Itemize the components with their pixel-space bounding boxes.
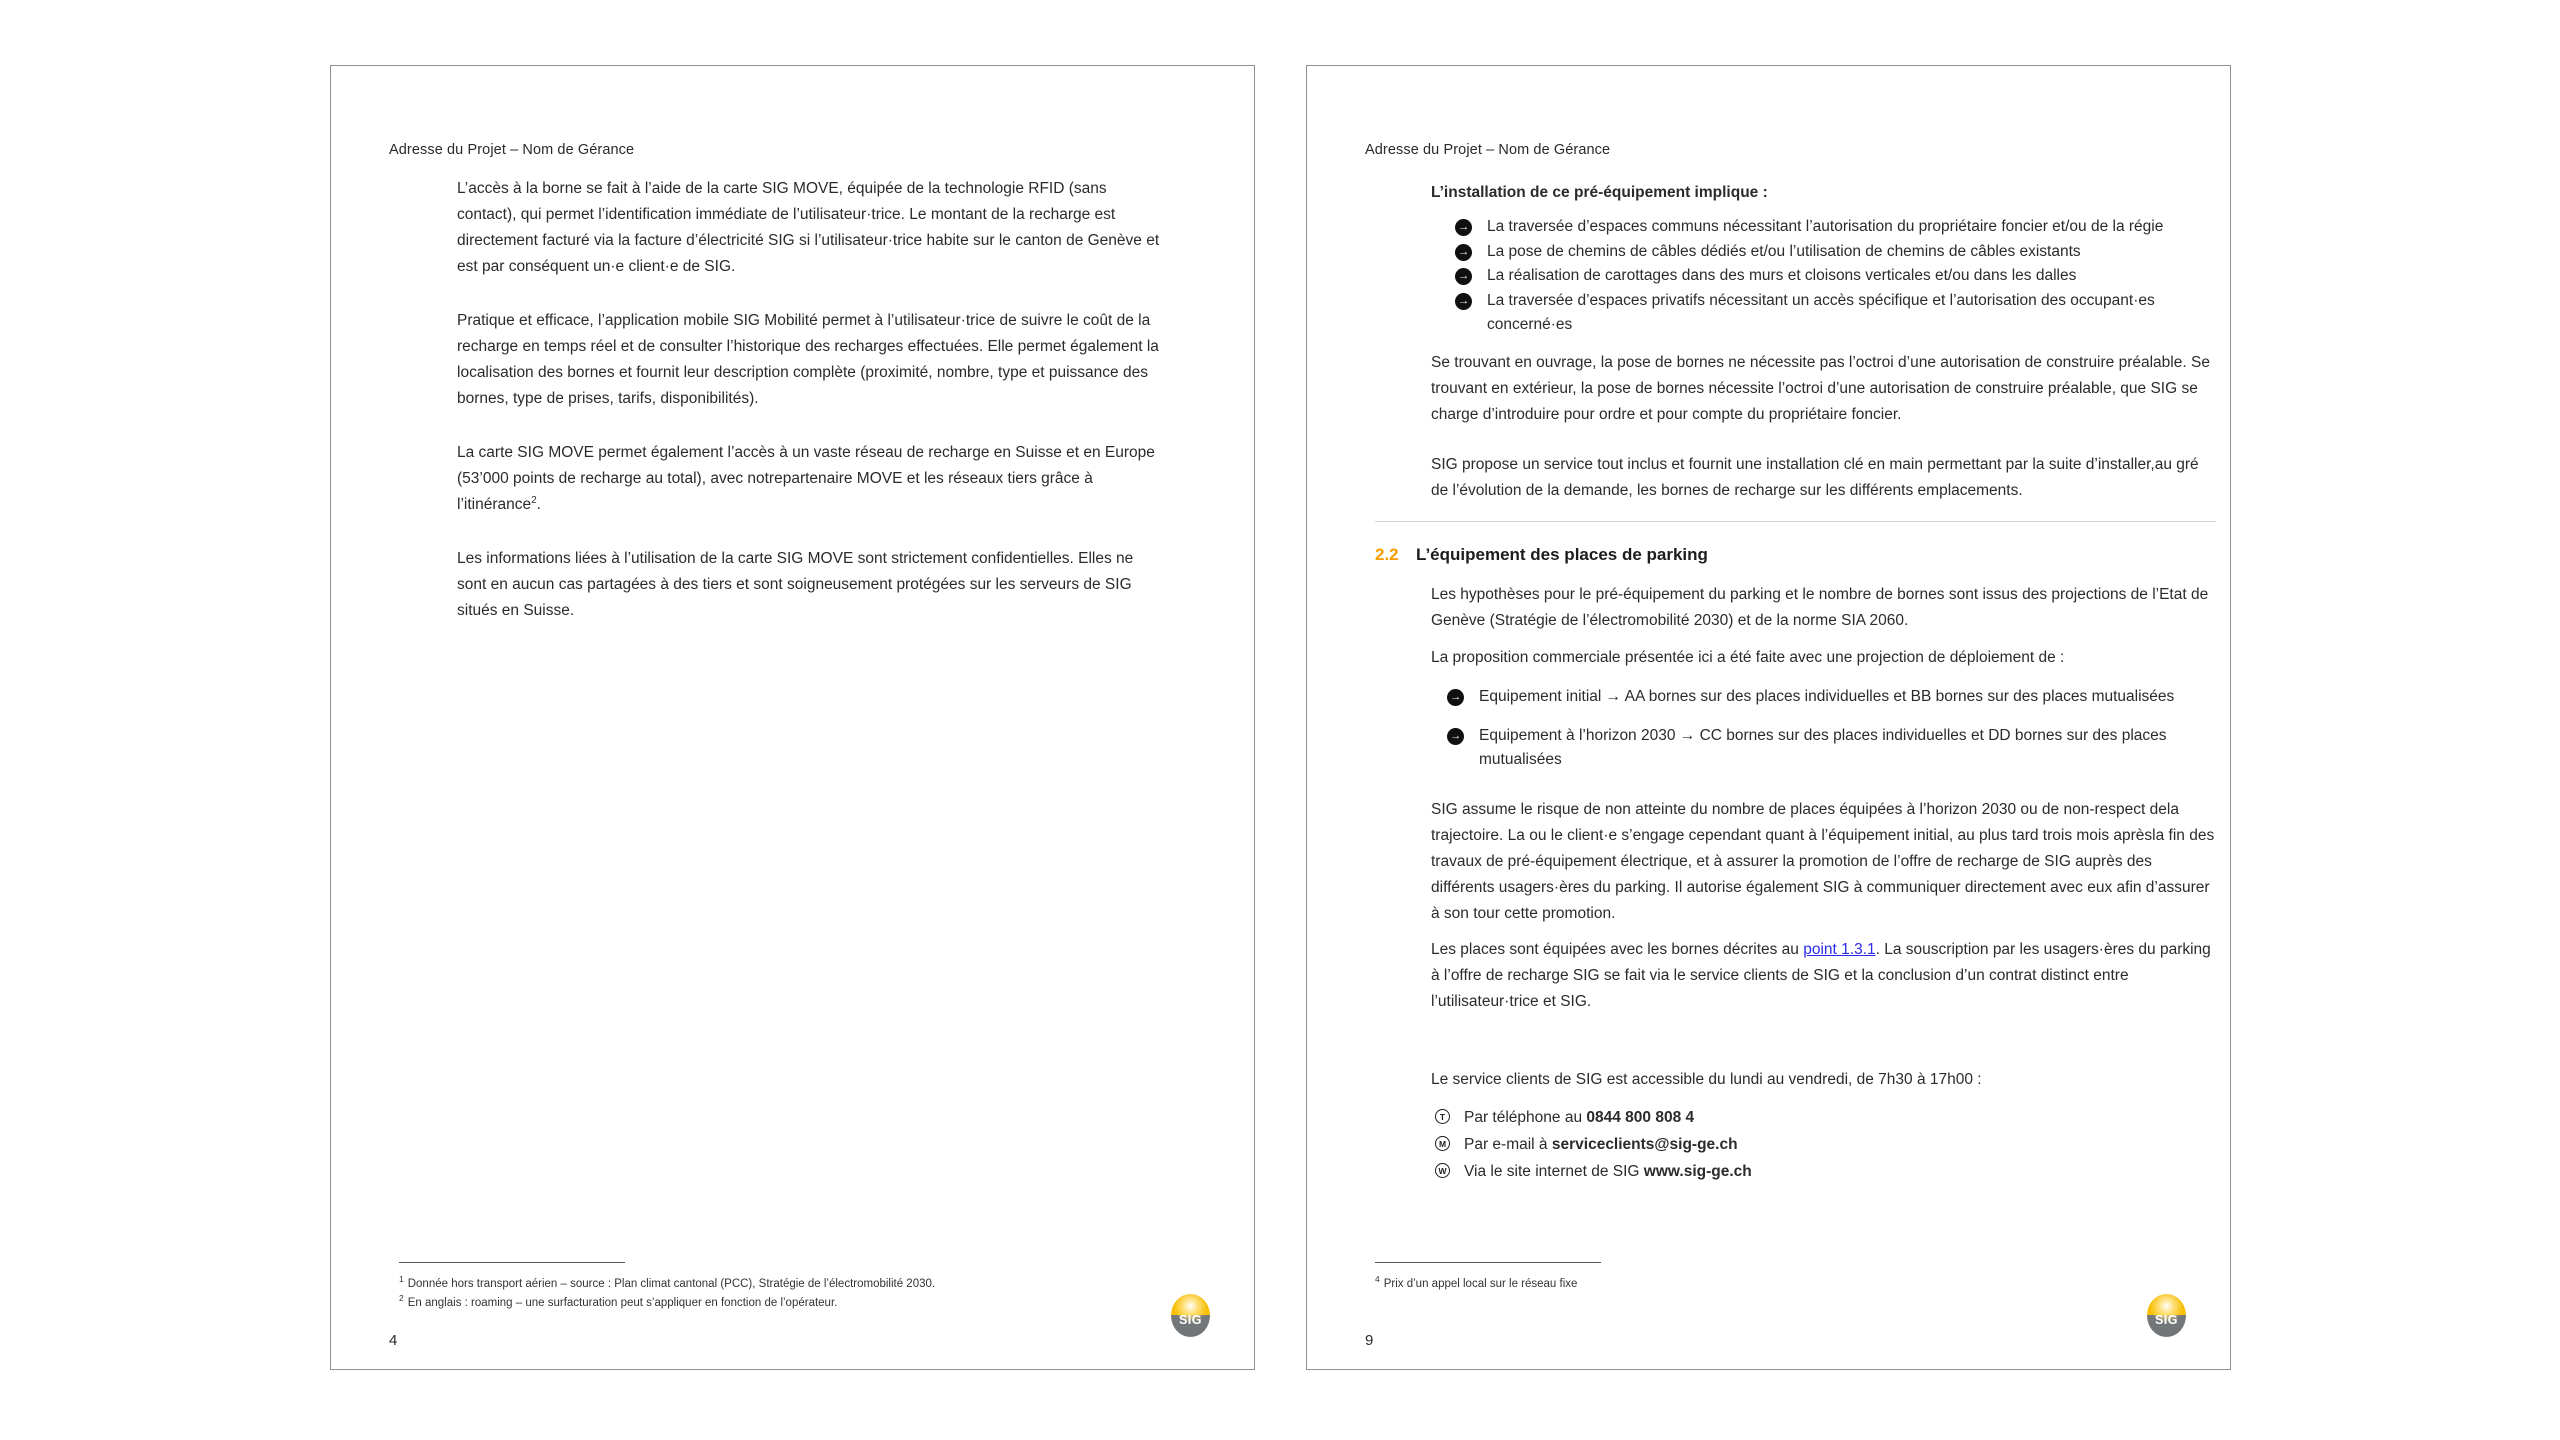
arrow-bullet-icon: → [1455,293,1472,310]
contact-web-row [1431,1158,2219,1185]
list-item [1431,215,2219,240]
footnote-separator [399,1262,625,1263]
link-point-1-3-1[interactable]: point 1.3.1 [1803,940,1876,958]
running-header: Adresse du Projet – Nom de Gérance [389,142,635,158]
contact-text [1464,1158,1752,1185]
paragraph: Les informations liées à l’utilisation de la carte SIG MOVE sont strictement confidentielles. Elles ne sont en aucun cas partagées à des tiers et sont soigneusement protégées sur les serveurs de SIG situés en Suisse. [457,550,1134,619]
paragraph-text: Les places sont équipées avec les bornes décrites au [1431,940,1804,958]
contact-label: Via le site internet de SIG [1464,1162,1644,1180]
arrow-bullet-icon: → [1455,244,1472,261]
deployment-list-item [1431,724,2219,773]
section-number: 2.2 [1375,545,1399,564]
paragraph: Le service clients de SIG est accessible du lundi au vendredi, de 7h30 à 17h00 : [1431,1070,1982,1088]
list-item-text: La réalisation de carottages dans des murs et cloisons verticales et/ou dans les dalles [1487,267,2077,284]
footnote-4 [1375,1275,1601,1294]
footnote-separator [1375,1262,1601,1263]
arrow-bullet-icon: → [1447,689,1464,706]
section-heading [1375,542,2219,568]
paragraph [1431,937,2219,1015]
contact-email-row [1431,1131,2219,1158]
footnote-marker: 4 [1375,1274,1380,1285]
contact-text [1464,1131,1738,1158]
list-item-text: La traversée d’espaces privatifs nécessitant un accès spécifique et l’autorisation des occupant·es concerné·es [1487,291,2155,333]
arrow-bullet-icon: → [1455,268,1472,285]
arrow-bullet-icon: → [1447,728,1464,745]
deployment-list-item [1431,685,2219,710]
sig-logo-text: SIG [1178,1313,1203,1327]
sig-logo-icon [2147,1294,2186,1337]
paragraph: L’accès à la borne se fait à l’aide de la carte SIG MOVE, équipée de la technologie RFID (sans contact), qui permet l’identification immédiate de l’utilisateur·trice. Le montant de la recharge est directement facturé via la facture d’électricité SIG si l’utilisateur·trice habite sur le canton de Genève et est par conséquent un·e client·e de SIG. [457,180,1160,275]
paragraph-text: . La souscription par les usagers·ères du parking à l’offre de recharge SIG se fait via le service clients de SIG et la conclusion d’un contrat distinct entre l’utilisateur·trice et SIG. [1431,940,2211,1010]
paragraph: SIG assume le risque de non atteinte du nombre de places équipées à l’horizon 2030 ou de non-respect dela trajectoire. La ou le client·e s’engage cependant quant à l’équipement initial, au plus tard trois mois aprèsla fin des travaux de pré-équipement électrique, et à assurer la promotion de l’offre de recharge de SIG auprès des différents usagers·ères du parking. Il autorise également SIG à communiquer directement avec eux afin d’assurer à son tour cette promotion. [1431,800,2215,922]
page-4-body [457,176,1163,652]
list-item-text: La pose de chemins de câbles dédiés et/ou l’utilisation de chemins de câbles existants [1487,242,2081,260]
list-item-text: Equipement à l’horizon 2030 → CC bornes sur des places individuelles et DD bornes sur des places mutualisées [1479,726,2167,768]
list-item [1431,264,2219,289]
paragraph: Les hypothèses pour le pré-équipement du parking et le nombre de bornes sont issus des projections de l’Etat de Genève (Stratégie de l’électromobilité 2030) et de la norme SIA 2060. [1431,586,2209,629]
website-url: www.sig-ge.ch [1643,1162,1752,1180]
phone-number: 0844 800 808 4 [1586,1108,1695,1126]
list-item-text: Equipement initial → AA bornes sur des places individuelles et BB bornes sur des places mutualisées [1479,688,2175,705]
paragraph: La proposition commerciale présentée ici a été faite avec une projection de déploiement de : [1431,649,2065,666]
paragraph [457,440,1163,518]
contact-phone-row [1431,1104,2219,1131]
paragraph: Se trouvant en ouvrage, la pose de bornes ne nécessite pas l’octroi d’une autorisation de construire préalable. Se trouvant en extérieur, la pose de bornes nécessite l’octroi d’une autorisation de construire préalable, que SIG se charge d’introduire pour ordre et pour compte du propriétaire foncier. [1431,353,2210,423]
arrow-bullet-icon: → [1455,219,1472,236]
footnote-text: En anglais : roaming – une surfacturation peut s’appliquer en fonction de l’opérateur. [407,1297,838,1309]
list-item-text: La traversée d’espaces communs nécessitant l’autorisation du propriétaire foncier et/ou de la régie [1487,218,2164,235]
footnote-text: Prix d’un appel local sur le réseau fixe [1383,1278,1578,1290]
paragraph: SIG propose un service tout inclus et fournit une installation clé en main permettant par la suite d’installer,au gré de l’évolution de la demande, les bornes de recharge sur les différents emplacements. [1431,455,2199,499]
footnote-2 [399,1294,935,1313]
footnote-ref-2: 2 [531,494,537,506]
list-item [1431,289,2219,338]
footnotes [399,1262,935,1313]
phone-icon: T [1435,1109,1450,1124]
page-9-body-section [1375,542,2219,1185]
footnote-marker: 2 [399,1293,404,1304]
sig-logo-text: SIG [2154,1313,2179,1327]
paragraph: Pratique et efficace, l’application mobile SIG Mobilité permet à l’utilisateur·trice de suivre le coût de la recharge en temps réel et de consulter l’historique des recharges effectuées. Elle permet également la localisation des bornes et fournit leur description complète (proximité, nombre, type et puissance des bornes, type de prises, tarifs, disponibilités). [457,312,1159,407]
page-9 [1306,65,2231,1370]
page-number: 9 [1365,1332,1374,1349]
paragraph-text: . [536,496,541,513]
page-number: 4 [389,1332,398,1349]
contact-label: Par e-mail à [1464,1135,1552,1153]
paragraph-text: La carte SIG MOVE permet également l’accès à un vaste réseau de recharge en Suisse et en Europe (53’000 points de recharge au total), avec notrepartenaire MOVE et les réseaux tiers grâce à l’itinérance [457,444,1155,513]
contact-text [1464,1104,1694,1131]
footnote-marker: 1 [399,1274,404,1285]
contact-list [1431,1104,2219,1185]
contact-label: Par téléphone au [1464,1108,1587,1126]
sig-logo-icon [1171,1294,1210,1337]
footnotes [1375,1262,1601,1294]
page-9-body-top [1431,180,2219,504]
section-title: L’équipement des places de parking [1416,545,1708,564]
section-divider [1375,521,2216,522]
footnote-text: Donnée hors transport aérien – source : Plan climat cantonal (PCC), Stratégie de l’électromobilité 2030. [407,1278,936,1290]
page-4 [330,65,1255,1370]
email-address: serviceclients@sig-ge.ch [1551,1135,1738,1153]
footnote-1 [399,1275,935,1294]
web-icon: W [1435,1163,1450,1178]
running-header: Adresse du Projet – Nom de Gérance [1365,142,1611,158]
mail-icon: M [1435,1136,1450,1151]
list-item [1431,240,2219,265]
lead-heading: L’installation de ce pré-équipement implique : [1431,184,1768,201]
